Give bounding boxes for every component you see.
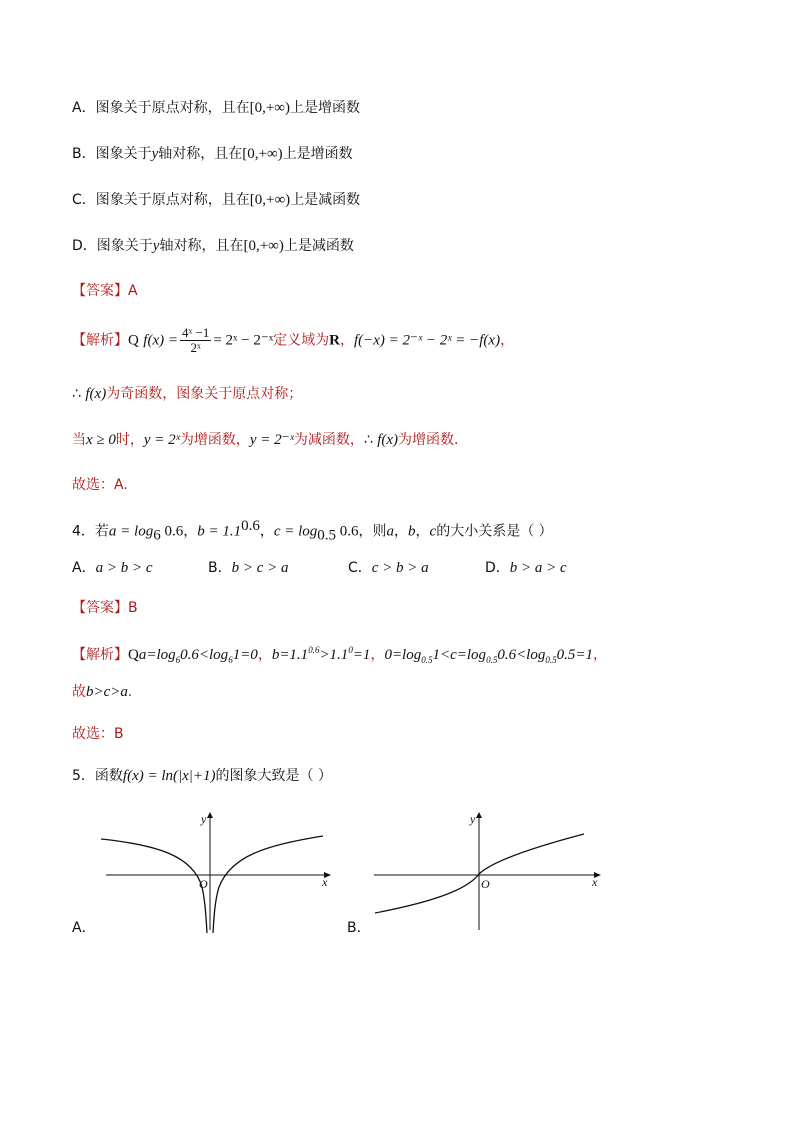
graph-a-x-label: x: [322, 875, 328, 889]
option-q4-c: C．c > b > a: [348, 560, 429, 576]
graph-a-svg: [98, 812, 338, 936]
option-q4-a: A．a > b > c: [72, 560, 153, 576]
graph-b-svg: [372, 812, 612, 936]
option-q4-b: B．b > c > a: [208, 560, 289, 576]
question-5: 5．函数f(x) = ln(|x|+1)的图象大致是（ ）: [72, 768, 332, 784]
answer-q3: 【答案】A: [72, 283, 138, 299]
graph-b-label: B．: [347, 920, 371, 936]
analysis-q4-line2: 故b>c>a.: [72, 684, 133, 700]
analysis-q3-line3: 当x ≥ 0时，y = 2ˣ为增函数，y = 2⁻ˣ为减函数，∴ f(x)为增函数.: [72, 432, 459, 448]
analysis-q3-line1: 【解析】Q f(x) = $\frac{\text{4ˣ −1}}{\text{2ˣ}}$ = 2ˣ − 2⁻ˣ定义域为R，f(−x) = 2⁻ˣ − 2ˣ = −f(x)，: [72, 325, 515, 355]
analysis-q4-line1: 【解析】$Qa=\log_60.6<\log_61=0$，$b=1.1^{0.6}>1.1^0=1$，$0=\log_{0.5}1<c=\log_{0.5}0.6<\log_{0.5}0.5=1$，: [72, 645, 607, 665]
fraction: $\frac{\text{4ˣ −1}}{\text{2ˣ}}$: [181, 325, 210, 355]
option-d: D．图象关于y轴对称，且在[0,+∞)上是减函数: [72, 238, 354, 254]
graph-a-left-curve: [101, 839, 207, 933]
graph-b-y-arrow: [476, 812, 482, 818]
graph-b-origin: O: [481, 877, 490, 891]
graph-b-y-label: y: [470, 812, 476, 826]
option-a: A．图象关于原点对称，且在[0,+∞)上是增函数: [72, 100, 360, 116]
graph-a-y-arrow: [207, 812, 213, 818]
graph-a: [98, 812, 338, 936]
graph-a-origin: O: [199, 877, 208, 891]
choose-q4: 故选：B: [72, 726, 124, 742]
graph-b-x-label: x: [592, 875, 598, 889]
option-q4-d: D．b > a > c: [485, 560, 567, 576]
graph-a-y-label: y: [201, 812, 207, 826]
graph-a-right-curve: [213, 836, 323, 933]
choose-q3: 故选：A.: [72, 477, 128, 493]
graph-b: [372, 812, 612, 936]
answer-q4: 【答案】B: [72, 600, 138, 616]
option-c: C．图象关于原点对称，且在[0,+∞)上是减函数: [72, 192, 361, 208]
graph-a-label: A．: [72, 920, 96, 936]
question-4: 4．若$a = \log_6 0.6$，$b = 1.1^{0.6}$，$c = \log_{0.5} 0.6$，则a，b，c的大小关系是（ ）: [72, 518, 553, 544]
options-q4: [72, 558, 722, 580]
option-b: B．图象关于y轴对称，且在[0,+∞)上是增函数: [72, 146, 353, 162]
analysis-q3-line2: ∴ f(x)为奇函数，图象关于原点对称；: [72, 386, 303, 402]
